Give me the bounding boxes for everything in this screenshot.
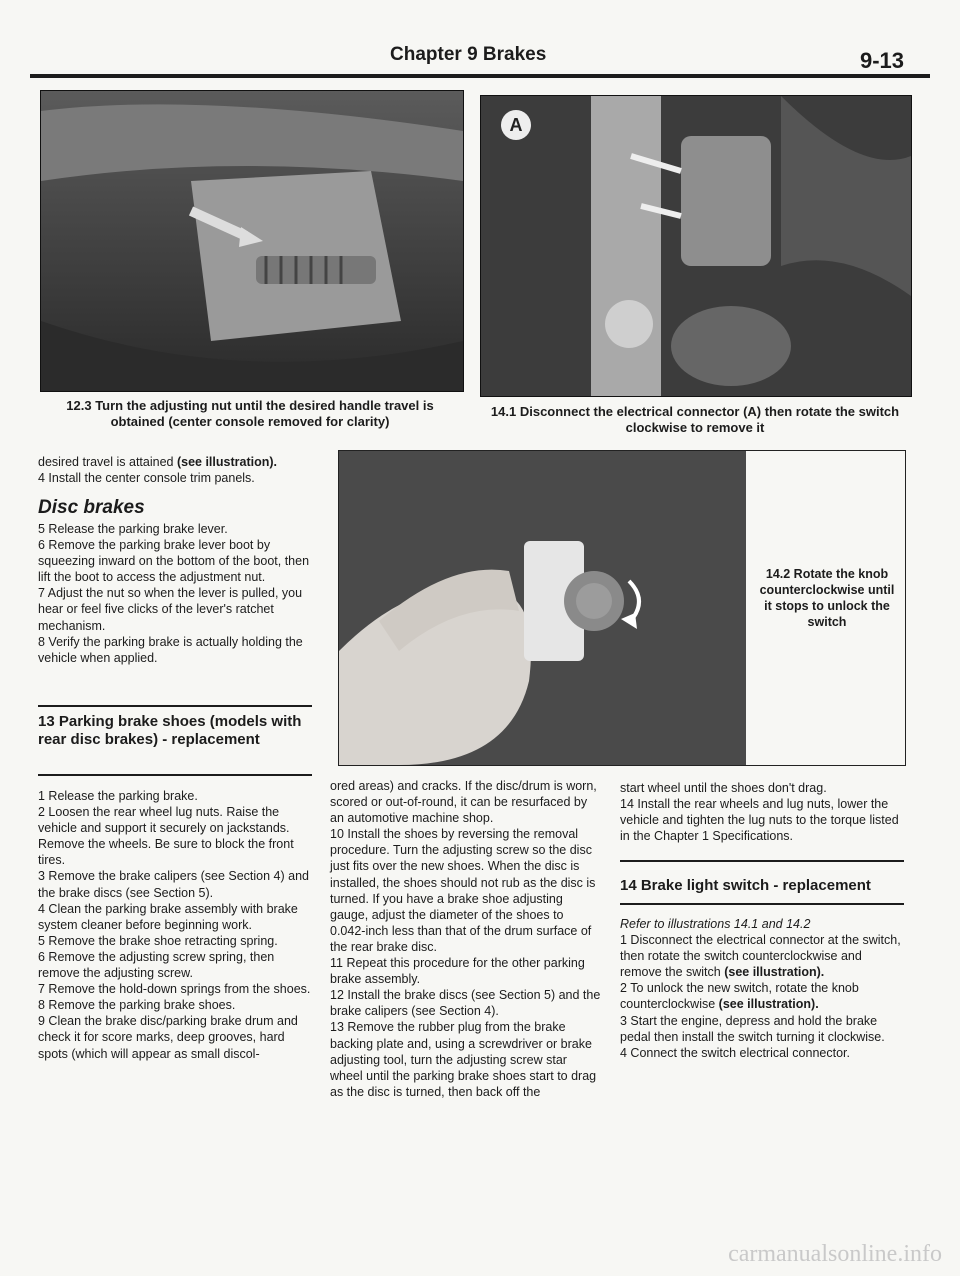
right-column-top <box>620 780 906 844</box>
photo-brake-switch-knob <box>339 451 746 765</box>
step-13-4: 4 Clean the parking brake assembly with brake system cleaner before beginning work. <box>38 901 298 932</box>
step-13-7: 7 Remove the hold-down springs from the shoes. <box>38 982 311 997</box>
step-13-3: 3 Remove the brake calipers (see Section 4) and the brake discs (see Section 5). <box>38 869 309 900</box>
left-column-top <box>38 454 312 486</box>
see-illustration-ref: (see illustration). <box>176 455 277 469</box>
right-para-14: 14 Install the rear wheels and lug nuts, lower the vehicle and tighten the lug nuts to the torque listed in the Chapter 1 Specifications. <box>620 797 899 844</box>
caption-12-3: 12.3 Turn the adjusting nut until the desired handle travel is obtained (center console removed for clarity) <box>66 398 434 429</box>
caption-14-2: 14.2 Rotate the knob counterclockwise until it stops to unlock the switch <box>759 567 895 629</box>
right-para-start: start wheel until the shoes don't drag. <box>620 781 827 795</box>
step-13-1: 1 Release the parking brake. <box>38 789 198 803</box>
middle-para-12: 12 Install the brake discs (see Section 5) and the brake calipers (see Section 4). <box>330 988 601 1019</box>
para-step-7: 7 Adjust the nut so when the lever is pulled, you hear or feel five clicks of the lever's ratchet mechanism. <box>38 586 303 633</box>
step-14-2: 2 To unlock the new switch, rotate the knob counterclockwise (see illustration). <box>620 981 859 1012</box>
para-desired-travel: desired travel is attained (see illustration). <box>38 455 277 469</box>
page-number: 9-13 <box>860 48 905 73</box>
middle-para-11: 11 Repeat this procedure for the other parking brake assembly. <box>330 956 585 987</box>
refer-illustrations: Refer to illustrations 14.1 and 14.2 <box>620 917 811 931</box>
disc-brakes-heading: Disc brakes <box>38 497 145 518</box>
step-13-8: 8 Remove the parking brake shoes. <box>38 998 236 1013</box>
section-13-steps <box>38 788 312 1062</box>
step-13-6: 6 Remove the adjusting screw spring, then remove the adjusting screw. <box>38 949 275 981</box>
marker-a-label: A <box>501 110 531 140</box>
section-14-rule-bottom <box>620 903 904 905</box>
section-13-heading: 13 Parking brake shoes (models with rear disc brakes) - replacement <box>38 713 302 748</box>
photo-brake-switch-connector <box>480 95 912 397</box>
middle-column <box>330 778 602 1100</box>
figure-14-2 <box>338 450 906 766</box>
step-13-2: 2 Loosen the rear wheel lug nuts. Raise the vehicle and support it securely on jackstands. Remove the wheels. Be sure to block the front tires. <box>38 805 294 868</box>
para-step-4: 4 Install the center console trim panels. <box>38 471 255 486</box>
step-14-3: 3 Start the engine, depress and hold the brake pedal then install the switch turning it clockwise. <box>620 1013 885 1044</box>
section-14-rule-top <box>620 860 904 862</box>
middle-para-10: 10 Install the shoes by reversing the removal procedure. Turn the adjusting screw so the disc just fits over the new shoes. When the disc is installed, the shoes should not rub as the disc is turned. If you have a brake shoe adjusting gauge, adjust the diameter of the shoes to 0.042-inch less than that of the drum surface of the rear brake disc. <box>330 827 596 954</box>
chapter-title: Chapter 9 Brakes <box>390 44 547 65</box>
section-14-heading: 14 Brake light switch - replacement <box>620 877 871 894</box>
header-rule <box>30 74 930 78</box>
step-14-4: 4 Connect the switch electrical connector. <box>620 1045 850 1060</box>
step-13-5: 5 Remove the brake shoe retracting spring. <box>38 933 278 948</box>
section-14-text <box>620 916 906 1061</box>
caption-14-1: 14.1 Disconnect the electrical connector (A) then rotate the switch clockwise to remove it <box>490 404 900 435</box>
step-13-9: 9 Clean the brake disc/parking brake drum and check it for score marks, deep grooves, hard spots (which will appear as small discol- <box>38 1014 298 1061</box>
section-13-rule-top <box>38 705 312 707</box>
para-step-8: 8 Verify the parking brake is actually holding the vehicle when applied. <box>38 634 303 665</box>
step-14-1: 1 Disconnect the electrical connector at the switch, then rotate the switch counterclockwise and remove the switch (see illustration). <box>620 933 901 980</box>
para-step-6: 6 Remove the parking brake lever boot by squeezing inward on the bottom of the boot, then lift the boot to access the adjustment nut. <box>38 538 310 585</box>
middle-para-1: ored areas) and cracks. If the disc/drum is worn, scored or out-of-round, it can be resurfaced by an automotive machine shop. <box>330 779 597 826</box>
section-13-rule-bottom <box>38 774 312 776</box>
watermark: carmanualsonline.info <box>728 1241 942 1267</box>
middle-para-13: 13 Remove the rubber plug from the brake backing plate and, using a screwdriver or brake adjusting tool, turn the adjusting screw star wheel until the parking brake shoes start to drag as the disc is turned, then back off the <box>330 1020 597 1099</box>
para-step-5: 5 Release the parking brake lever. <box>38 522 228 536</box>
photo-parking-brake-adjuster <box>40 90 464 392</box>
disc-brakes-text <box>38 521 312 666</box>
